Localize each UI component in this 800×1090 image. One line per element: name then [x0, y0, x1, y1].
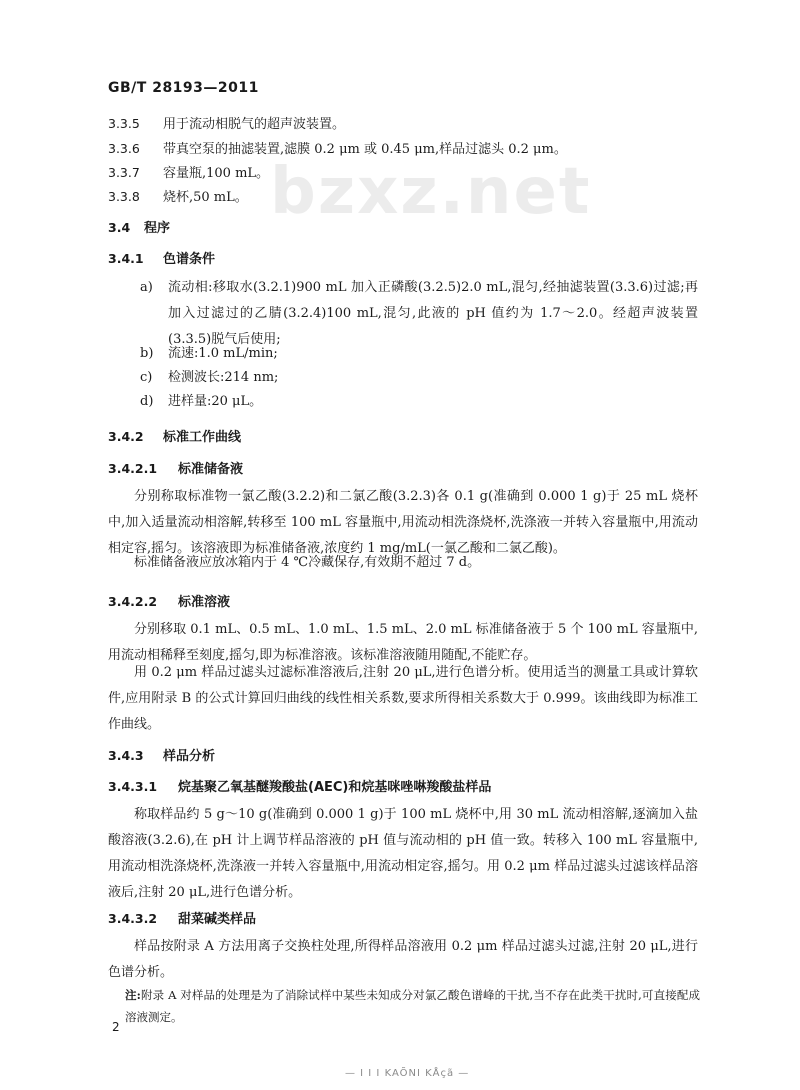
section-number: 3.4.3.2: [108, 911, 158, 926]
section-title: 样品分析: [163, 749, 216, 764]
section-title: 烷基聚乙氧基醚羧酸盐(AEC)和烷基咪唑啉羧酸盐样品: [178, 780, 492, 795]
section-heading-3-4-3-2: [108, 908, 256, 927]
condition-text: 检测波长:214 nm;: [168, 370, 279, 385]
item-3-3-6: [108, 138, 567, 157]
section-number: 3.4.2: [108, 429, 144, 444]
note-label: 注:: [125, 988, 141, 1002]
section-number: 3.4: [108, 220, 131, 235]
item-text: 烧杯,50 mL。: [163, 190, 248, 205]
section-title: 色谱条件: [163, 252, 216, 267]
section-heading-3-4-2-1: [108, 458, 243, 477]
paragraph-stock-storage: 标准储备液应放冰箱内于 4 ℃冷藏保存,有效期不超过 7 d。: [134, 555, 481, 570]
section-heading-3-4: [108, 217, 170, 236]
section-number: 3.4.3.1: [108, 779, 158, 794]
section-heading-3-4-2: [108, 426, 241, 445]
item-number: 3.3.5: [108, 116, 140, 131]
condition-text: 流动相:移取水(3.2.1)900 mL 加入正磷酸(3.2.5)2.0 mL,混匀,经抽滤装置(3.3.6)过滤;再加入过滤过的乙腈(3.2.4)100 mL,混匀,此液的 pH 值约为 1.7～2.0。经超声波装置(3.3.5)脱气后使用;: [168, 280, 698, 347]
section-number: 3.4.1: [108, 251, 144, 266]
condition-text: 进样量:20 μL。: [168, 394, 263, 409]
watermark-text: bzxz.net: [270, 155, 592, 229]
section-heading-3-4-3-1: [108, 776, 491, 795]
footer-mark: — I I I KAÕNI KÅçã —: [345, 1068, 470, 1079]
page-number: 2: [112, 1020, 120, 1034]
item-3-3-7: [108, 162, 269, 181]
paragraph-standard-curve: 用 0.2 μm 样品过滤头过滤标准溶液后,注射 20 μL,进行色谱分析。使用适当的测量工具或计算软件,应用附录 B 的公式计算回归曲线的线性相关系数,要求所得相关系数大于 0.999。该曲线即为标准工作曲线。: [108, 665, 698, 732]
section-number: 3.4.2.2: [108, 594, 158, 609]
item-3-3-8: [108, 186, 248, 205]
condition-text: 流速:1.0 mL/min;: [168, 346, 278, 361]
section-heading-3-4-3: [108, 745, 215, 764]
section-heading-3-4-1: [108, 248, 215, 267]
item-number: 3.3.7: [108, 165, 140, 180]
section-title: 程序: [144, 221, 171, 236]
item-number: 3.3.6: [108, 141, 140, 156]
item-text: 带真空泵的抽滤装置,滤膜 0.2 μm 或 0.45 μm,样品过滤头 0.2 μm。: [163, 142, 567, 157]
note: [125, 984, 700, 1028]
paragraph-standard-stock-solution: 分别称取标准物一氯乙酸(3.2.2)和二氯乙酸(3.2.3)各 0.1 g(准确到 0.000 1 g)于 25 mL 烧杯中,加入适量流动相溶解,转移至 100 mL 容量瓶中,用流动相洗涤烧杯,洗涤液一并转入容量瓶中,用流动相定容,摇匀。该溶液即为标准储备液,浓度约 1 mg/mL(一氯乙酸和二氯乙酸)。: [108, 489, 698, 556]
item-number: 3.3.8: [108, 189, 140, 204]
note-text: 附录 A 对样品的处理是为了消除试样中某些未知成分对氯乙酸色谱峰的干扰,当不存在此类干扰时,可直接配成溶液测定。: [125, 988, 700, 1024]
section-number: 3.4.2.1: [108, 461, 158, 476]
item-text: 用于流动相脱气的超声波装置。: [163, 117, 346, 132]
section-title: 标准溶液: [178, 595, 231, 610]
paragraph-standard-solution: 分别移取 0.1 mL、0.5 mL、1.0 mL、1.5 mL、2.0 mL 标准储备液于 5 个 100 mL 容量瓶中,用流动相稀释至刻度,摇匀,即为标准溶液。该标准溶液随用随配,不能贮存。: [108, 622, 698, 663]
standard-code: GB/T 28193—2011: [108, 80, 259, 96]
section-title: 标准储备液: [178, 462, 244, 477]
section-number: 3.4.3: [108, 748, 144, 763]
section-title: 甜菜碱类样品: [178, 912, 257, 927]
condition-label: d): [140, 394, 154, 409]
section-heading-3-4-2-2: [108, 591, 230, 610]
item-3-3-5: [108, 113, 345, 132]
item-text: 容量瓶,100 mL。: [163, 166, 270, 181]
paragraph-betaine-sample: 样品按附录 A 方法用离子交换柱处理,所得样品溶液用 0.2 μm 样品过滤头过滤,注射 20 μL,进行色谱分析。: [108, 939, 698, 980]
paragraph-aec-sample: 称取样品约 5 g～10 g(准确到 0.000 1 g)于 100 mL 烧杯中,用 30 mL 流动相溶解,逐滴加入盐酸溶液(3.2.6),在 pH 计上调节样品溶液的 pH 值与流动相的 pH 值一致。转移入 100 mL 容量瓶中,用流动相洗涤烧杯,洗涤液一并转入容量瓶中,用流动相定容,摇匀。用 0.2 μm 样品过滤头过滤该样品溶液后,注射 20 μL,进行色谱分析。: [108, 807, 698, 900]
condition-label: a): [140, 280, 153, 295]
condition-label: c): [140, 370, 153, 385]
section-title: 标准工作曲线: [163, 430, 242, 445]
condition-label: b): [140, 346, 154, 361]
